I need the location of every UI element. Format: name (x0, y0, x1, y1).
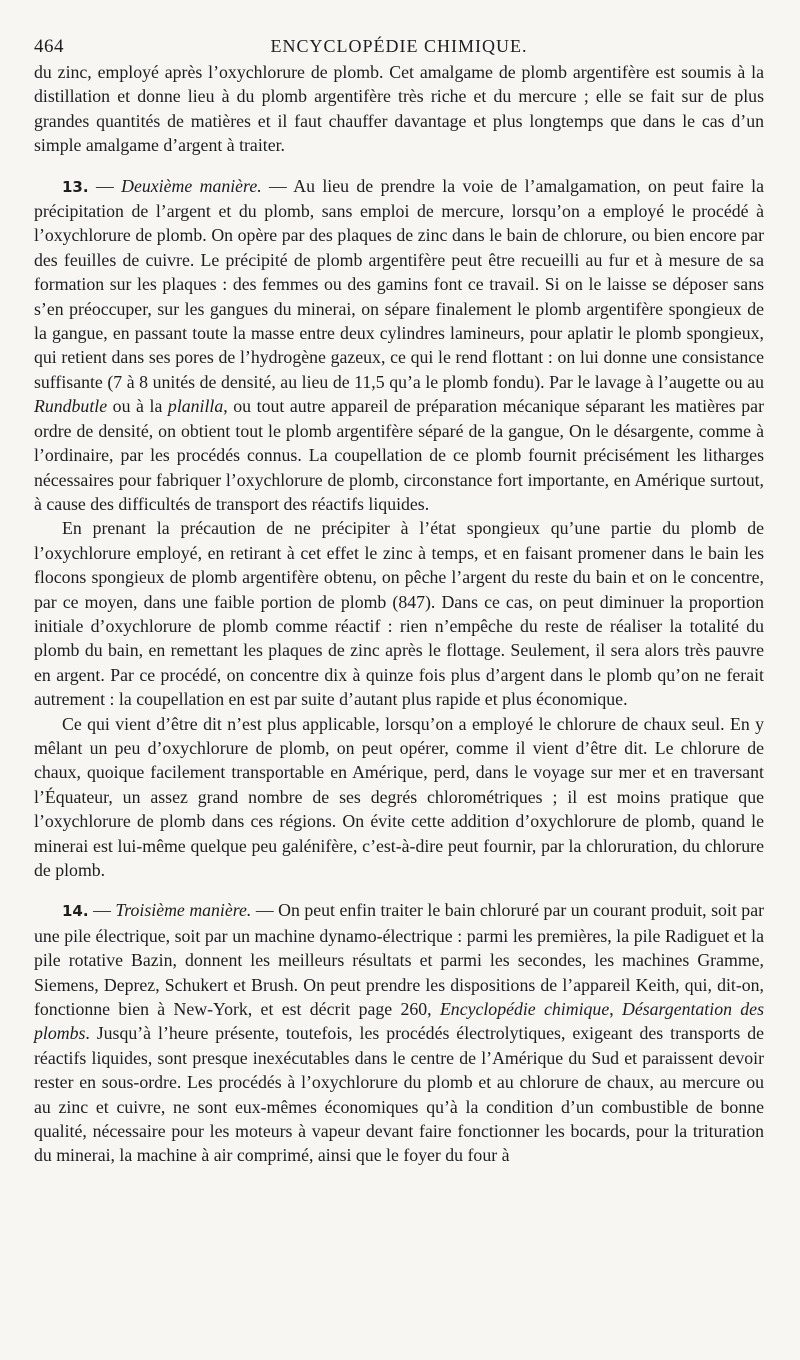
section-text: — On peut enfin traiter le bain chloruré par un courant produit, soit par une pile électrique, soit par un machine dynamo-électrique : parmi les premières, la pile Radiguet et la pile rotative Bazin, donnent les meilleurs résultats et parmi les secondes, les machines Gramme, Siemens, Deprez, Schukert et Brush. On peut prendre les dispositions de l’appareil Keith, qui, dit-on, fonctionne bien à New-York, et est décrit page 260, (34, 900, 765, 1020)
running-header (34, 28, 764, 60)
paragraph: Ce qui vient d’être dit n’est plus applicable, lorsqu’on a employé le chlorure de chaux seul. En y mêlant un peu d’oxychlorure de plomb, on peut opérer, comme il vient d’être dit. Le chlorure de chaux, quoique facilement transportable en Amérique, perd, dans le voyage sur mer et en traversant l’Équateur, un assez grand nombre de ses degrés chlorométriques ; il est moins pratique que l’oxychlorure de plomb dans ces régions. On évite cette addition d’oxychlorure de plomb, quand le minerai est lui-même quelque peu galénifère, c’est-à-dire peut fournir, par la chloruration, du chlorure de plomb. (34, 713, 764, 880)
section-text: — Au lieu de prendre la voie de l’amalgamation, on peut faire la précipitation de l’argent et du plomb, sans emploi de mercure, lorsqu’on a employé le procédé à l’oxychlorure de plomb. On opère par des plaques de zinc dans le bain de chlorure, ou bien encore par des feuilles de cuivre. Le précipité de plomb argentifère peut être recueilli au fur et à mesure de sa formation sur les plaques : des femmes ou des gamins font ce travail. Si on le laisse se déposer sans s’en préoccuper, sur les gangues du minerai, on sépare finalement le plomb argentifère spongieux de la gangue, en passant toute la masse entre deux cylindres lamineurs, pour aplatir le plomb spongieux, qui retient dans ses pores de l’hydrogène gazeux, ce qui le rend flottant : on lui donne une consistance suffisante (7 à 8 unités de densité, au lieu de 11,5 qu’a le plomb fondu). Par le lavage à l’augette ou au (34, 175, 765, 392)
reference-title: Désargentation des plombs (34, 999, 764, 1044)
term-rundbutle: Rundbutle (34, 396, 108, 417)
section-dash: — (88, 900, 116, 921)
section-13-paragraph (34, 174, 764, 517)
section-number: 14. (62, 902, 89, 921)
page-number: 464 (34, 36, 64, 57)
body-text (34, 60, 764, 1168)
section-title: Troisième manière. (115, 900, 252, 921)
reference-title: Encyclopédie chimique (439, 999, 610, 1020)
section-text: ou à la (107, 396, 168, 417)
paragraph: En prenant la précaution de ne précipiter à l’état spongieux qu’une partie du plomb de l’oxychlorure employé, en retirant à cet effet le zinc à temps, et en faisant promener dans le bain les flocons spongieux de plomb argentifère obtenu, on pêche l’argent du reste du bain et on le concentre, par ce moyen, dans une faible portion de plomb (847). Dans ce cas, on peut diminuer la proportion initiale d’oxychlorure de plomb comme réactif : rien n’empêche du reste de réaliser la totalité du plomb du bain, en remettant les plaques de zinc après le flottage. Seulement, il sera alors très pauvre en argent. Par ce procédé, on concentre dix à quinze fois plus d’argent dans le plomb qu’on ne ferait autrement : la coupellation en est par suite d’autant plus rapide et plus économique. (34, 518, 764, 710)
term-planilla: planilla (167, 396, 224, 417)
section-text: , ou tout autre appareil de préparation mécanique séparant les matières par ordre de densité, on obtient tout le plomb argentifère séparé de la gangue, On le désargente, comme à l’ordinaire, par les procédés connus. La coupellation de ce plomb fournit précisément les litharges nécessaires pour fabriquer l’oxychlorure de plomb, circonstance fort importante, en Amérique surtout, à cause des difficultés de transport des réactifs liquides. (34, 396, 764, 514)
section-title: Deuxième manière. (121, 175, 262, 196)
section-text: , (609, 999, 622, 1020)
section-dash: — (88, 175, 122, 196)
section-number: 13. (62, 177, 89, 196)
section-text: . Jusqu’à l’heure présente, toutefois, les procédés électrolytiques, exigeant des transports de réactifs liquides, sont presque inexécutables dans le centre de l’Amérique du Sud et paraissent devoir rester en sous-ordre. Les procédés à l’oxychlorure du plomb et au chlorure de chaux, au mercure ou au zinc et cuivre, ne sont eux-mêmes économiques qu’à la condition d’un combustible de bonne qualité, nécessaire pour les moteurs à vapeur devant faire fonctionner les bocards, pour la trituration du minerai, la machine à air comprimé, ainsi que le foyer du four à (34, 1023, 764, 1166)
paragraph-continuation: du zinc, employé après l’oxychlorure de plomb. Cet amalgame de plomb argentifère est soumis à la distillation et donne lieu à du plomb argentifère très riche et du mercure ; elle se fait sur de plus grandes quantités de matières et il faut chauffer davantage et plus longtemps que dans le cas d’un simple amalgame d’argent à traiter. (34, 62, 764, 156)
running-title: ENCYCLOPÉDIE CHIMIQUE. (270, 36, 528, 56)
section-14-paragraph (34, 898, 764, 1167)
